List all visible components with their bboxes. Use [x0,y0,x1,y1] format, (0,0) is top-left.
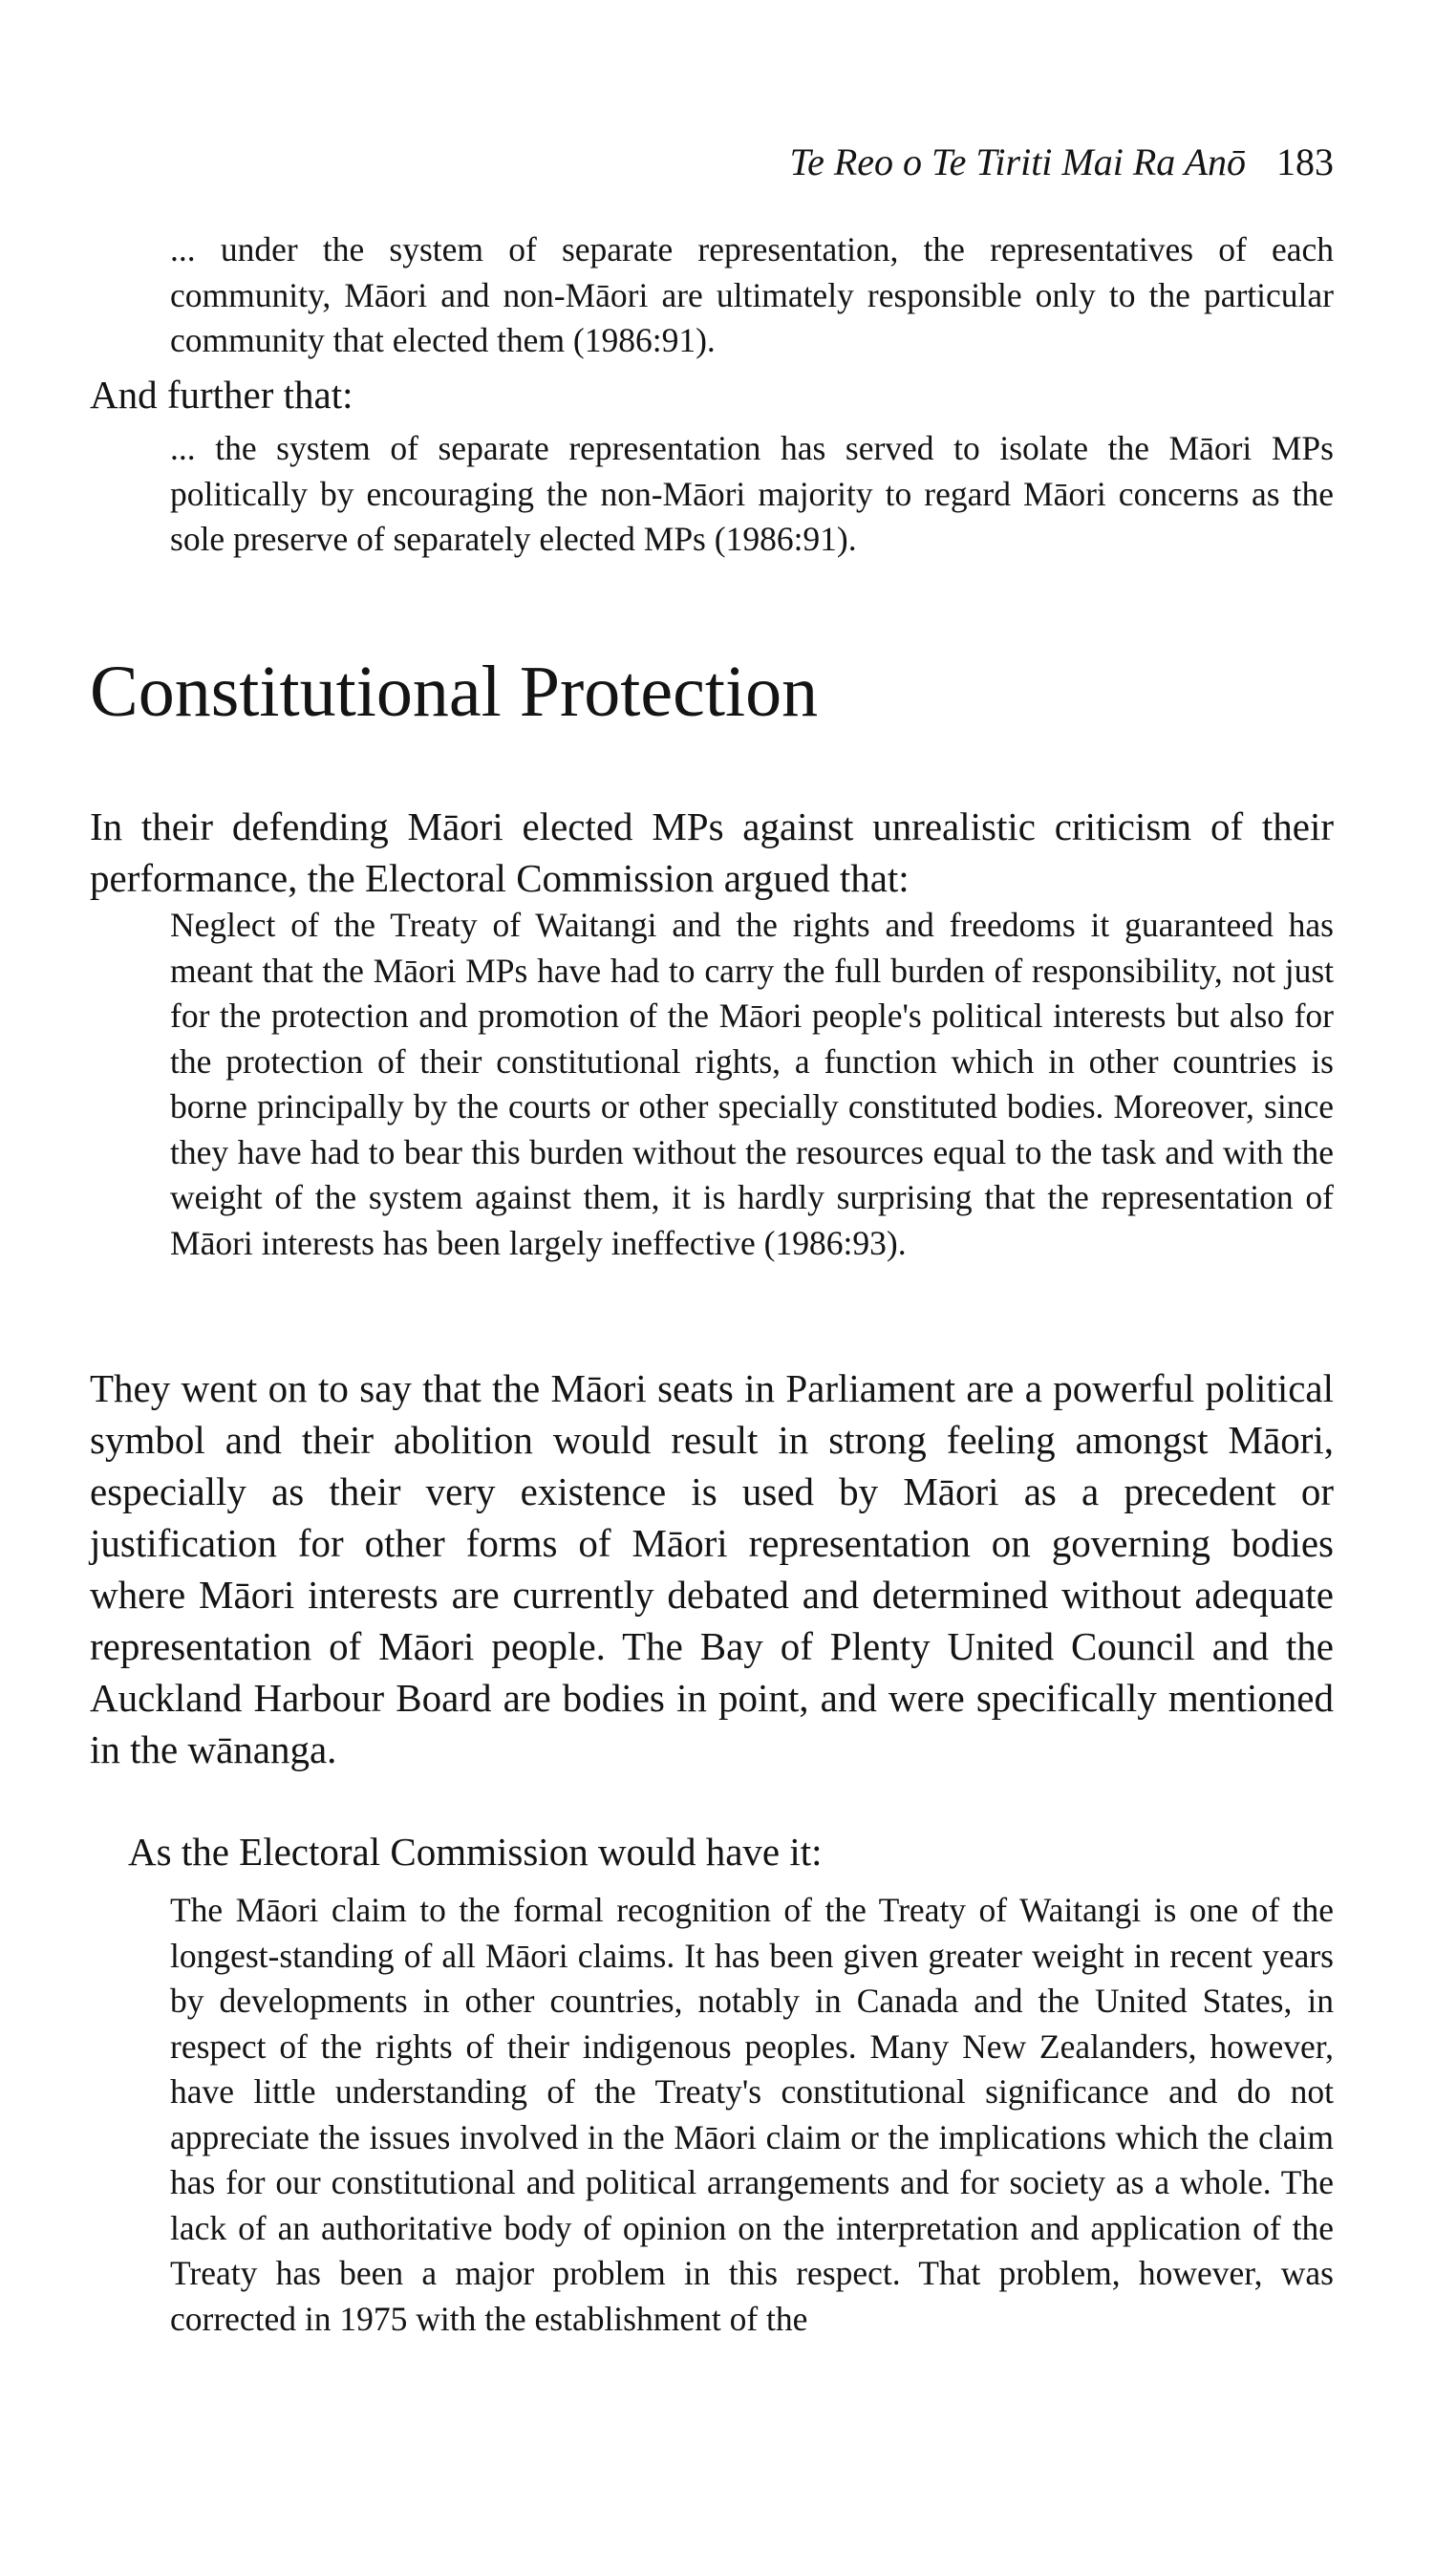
lead-in-text: And further that: [90,373,353,417]
running-head [789,140,1334,183]
body-paragraph-2: They went on to say that the Māori seats in Parliament are a powerful political symbol and their abolition would result in strong feeling amongst Māori, especially as their very existence is used by Māori as a precedent or justification for other forms of Māori representation on governing bodies where Māori interests are currently debated and determined without adequate representation of Māori people. The Bay of Plenty United Council and the Auckland Harbour Board are bodies in point, and were specifically mentioned in the wānanga. [90,1366,1334,1771]
block-quote-3: Neglect of the Treaty of Waitangi and the rights and freedoms it guaranteed has meant that the Māori MPs have had to carry the full burden of responsibility, not just for the protection and promotion of the Māori people's political interests but also for the protection of their constitutional rights, a function which in other countries is borne principally by the courts or other specially constituted bodies. Moreover, since they have had to bear this burden without the resources equal to the task and with the weight of the system against them, it is hardly surprising that the representation of Māori interests has been largely ineffective (1986:93). [170,906,1334,1262]
page-number: 183 [1276,140,1334,183]
block-quote-1: ... under the system of separate representation, the representatives of each community, Māori and non-Māori are ultimately responsible only to the particular community that elected them (1986:91). [170,230,1334,359]
block-quote-2: ... the system of separate representation has served to isolate the Māori MPs politically by encouraging the non-Māori majority to regard Māori concerns as the sole preserve of separately elected MPs (1986:91). [170,429,1334,558]
block-quote-4: The Māori claim to the formal recognition of the Treaty of Waitangi is one of the longest-standing of all Māori claims. It has been given greater weight in recent years by developments in other countries, notably in Canada and the United States, in respect of the rights of their indigenous peoples. Many New Zealanders, however, have little understanding of the Treaty's constitutional significance and do not appreciate the issues involved in the Māori claim or the implications which the claim has for our constitutional and political arrangements and for society as a whole. The lack of an authoritative body of opinion on the interpretation and application of the Treaty has been a major problem in this respect. That problem, however, was corrected in 1975 with the establishment of the [170,1891,1334,2338]
section-heading: Constitutional Protection [90,652,819,732]
body-paragraph-3: As the Electoral Commission would have it: [128,1830,823,1874]
body-paragraph-1: In their defending Māori elected MPs against unrealistic criticism of their performance, the Electoral Commission argued that: [90,804,1334,900]
running-head-title: Te Reo o Te Tiriti Mai Ra Anō [789,140,1246,183]
